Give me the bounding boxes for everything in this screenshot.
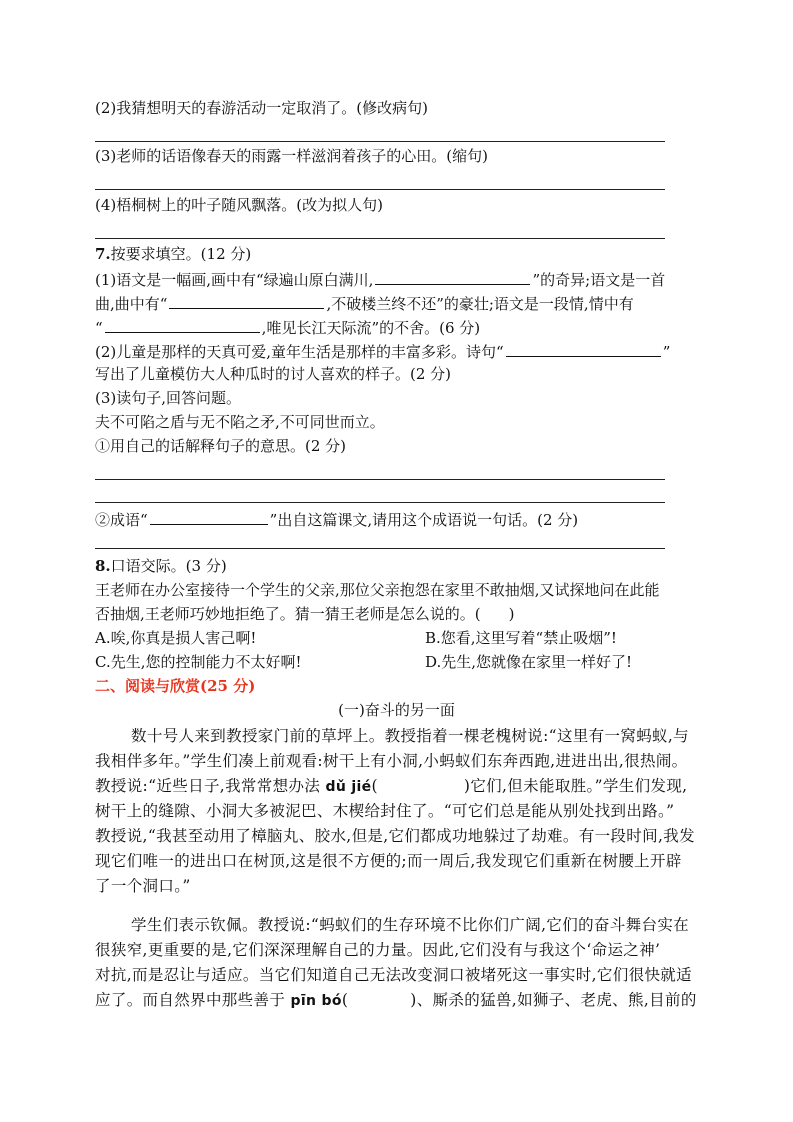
answer-line[interactable] <box>95 238 665 239</box>
reading-line: 我相伴多年。”学生们凑上前观看:树干上有小洞,小蚂蚁们东奔西跑,进进出出,很热闹。 <box>95 752 688 770</box>
fill-blank[interactable] <box>506 340 661 357</box>
q8-stem-line1: 王老师在办公室接待一个学生的父亲,那位父亲抱怨在家里不敢抽烟,又试探地问在此能 <box>95 581 660 599</box>
reading-line <box>95 776 687 797</box>
reading-line: 学生们表示钦佩。教授说:“蚂蚁们的生存环境不比你们广阔,它们的奋斗舞台实在 <box>131 916 690 934</box>
reading-title: (一)奋斗的另一面 <box>338 701 455 719</box>
reading-text: )它们,但未能取胜。”学生们发现, <box>463 777 688 795</box>
q7-q2-text-a: ②成语“ <box>95 511 148 529</box>
q8-heading-text: 口语交际。(3 分) <box>110 557 227 575</box>
answer-line[interactable] <box>95 479 665 480</box>
q7-q2-text-b: ”出自这篇课文,请用这个成语说一句话。(2 分) <box>269 511 579 529</box>
section-2-heading: 二、阅读与欣赏(25 分) <box>95 677 256 695</box>
reading-line: 数十号人来到教授家门前的草坪上。教授指着一棵老槐树说:“这里有一窝蚂蚁,与 <box>131 727 690 745</box>
q7-part1-line2 <box>95 292 634 314</box>
fill-blank[interactable] <box>150 508 268 525</box>
q6-item-3: (3)老师的话语像春天的雨露一样滋润着孩子的心田。(缩句) <box>95 147 488 165</box>
answer-line[interactable] <box>95 189 665 190</box>
reading-text: ( <box>371 777 378 795</box>
q7-part1-line3 <box>95 316 480 338</box>
answer-line[interactable] <box>95 502 665 503</box>
reading-line: 很狭窄,更重要的是,它们深深理解自己的力量。因此,它们没有与我这个‘命运之神’ <box>95 941 661 959</box>
reading-line: 树干上的缝隙、小洞大多被泥巴、木楔给封住了。“可它们总是能从别处找到出路。” <box>95 802 675 820</box>
q8-option-c[interactable]: C.先生,您的控制能力不太好啊! <box>95 653 302 671</box>
q8-number: 8. <box>95 557 111 575</box>
q8-heading <box>95 556 227 576</box>
q7-p1-text-c: 曲,曲中有“ <box>95 295 168 313</box>
answer-line[interactable] <box>95 141 665 142</box>
q7-p1-text-b: ”的奇异;语文是一首 <box>532 271 666 289</box>
fill-blank[interactable] <box>169 292 324 309</box>
answer-line[interactable] <box>95 548 665 549</box>
q7-p1-text-a: (1)语文是一幅画,画中有“绿遍山原白满川, <box>95 271 374 289</box>
q7-p2-text-a: (2)儿童是那样的天真可爱,童年生活是那样的丰富多彩。诗句“ <box>95 343 504 361</box>
q7-part3-question2 <box>95 508 578 530</box>
reading-line: 教授说,“我甚至动用了樟脑丸、胶水,但是,它们都成功地躲过了劫难。有一段时间,我发 <box>95 827 695 845</box>
reading-text: 教授说:“近些日子,我常常想办法 <box>95 777 326 795</box>
q7-part2-line2: 写出了儿童模仿大人种瓜时的讨人喜欢的样子。(2 分) <box>95 365 452 383</box>
q6-item-4: (4)梧桐树上的叶子随风飘落。(改为拟人句) <box>95 196 383 214</box>
q7-part3-heading: (3)读句子,回答问题。 <box>95 389 242 407</box>
reading-text: )、厮杀的猛兽,如狮子、老虎、熊,目前的 <box>410 991 697 1009</box>
q8-option-a[interactable]: A.唉,你真是损人害己啊! <box>95 629 257 647</box>
q7-part3-quote: 夫不可陷之盾与无不陷之矛,不可同世而立。 <box>95 413 385 431</box>
q7-part3-question1: ①用自己的话解释句子的意思。(2 分) <box>95 437 347 455</box>
q8-stem-text-b: ) <box>508 605 515 623</box>
reading-text: 应了。而自然界中那些善于 <box>95 991 291 1009</box>
q7-part2-line1 <box>95 340 670 362</box>
q6-item-2: (2)我猜想明天的春游活动一定取消了。(修改病句) <box>95 99 428 117</box>
q8-option-d[interactable]: D.先生,您就像在家里一样好了! <box>425 653 633 671</box>
q8-option-b[interactable]: B.您看,这里写着“禁止吸烟”! <box>425 629 617 647</box>
reading-text: ( <box>341 991 349 1009</box>
reading-line: 了一个洞口。” <box>95 877 191 895</box>
q7-number: 7. <box>95 245 111 263</box>
q7-heading-text: 按要求填空。(12 分) <box>110 245 252 263</box>
reading-line: 现它们唯一的进出口在树顶,这是很不方便的;而一周后,我发现它们重新在树腰上开辟 <box>95 852 682 870</box>
q7-p1-text-f: ,唯见长江天际流”的不舍。(6 分) <box>261 319 481 337</box>
q8-stem-text-a: 否抽烟,王老师巧妙地拒绝了。猜一猜王老师是怎么说的。( <box>95 605 481 623</box>
q7-p1-text-d: ,不破楼兰终不还”的豪壮;语文是一段情,情中有 <box>326 295 634 313</box>
q7-p1-text-e: “ <box>95 319 103 337</box>
q7-heading <box>95 244 251 264</box>
pinyin-label: pīn bó <box>290 993 342 1009</box>
q7-part1-line1 <box>95 268 665 290</box>
fill-blank[interactable] <box>375 268 530 285</box>
fill-blank[interactable] <box>105 316 260 333</box>
q7-p2-text-b: ” <box>662 343 671 361</box>
pinyin-label: dǔ jié <box>325 779 372 795</box>
reading-line <box>95 990 697 1011</box>
q8-stem-line2 <box>95 604 514 624</box>
reading-line: 对抗,而是忍让与适应。当它们知道自己无法改变洞口被堵死这一事实时,它们很快就适 <box>95 966 693 984</box>
